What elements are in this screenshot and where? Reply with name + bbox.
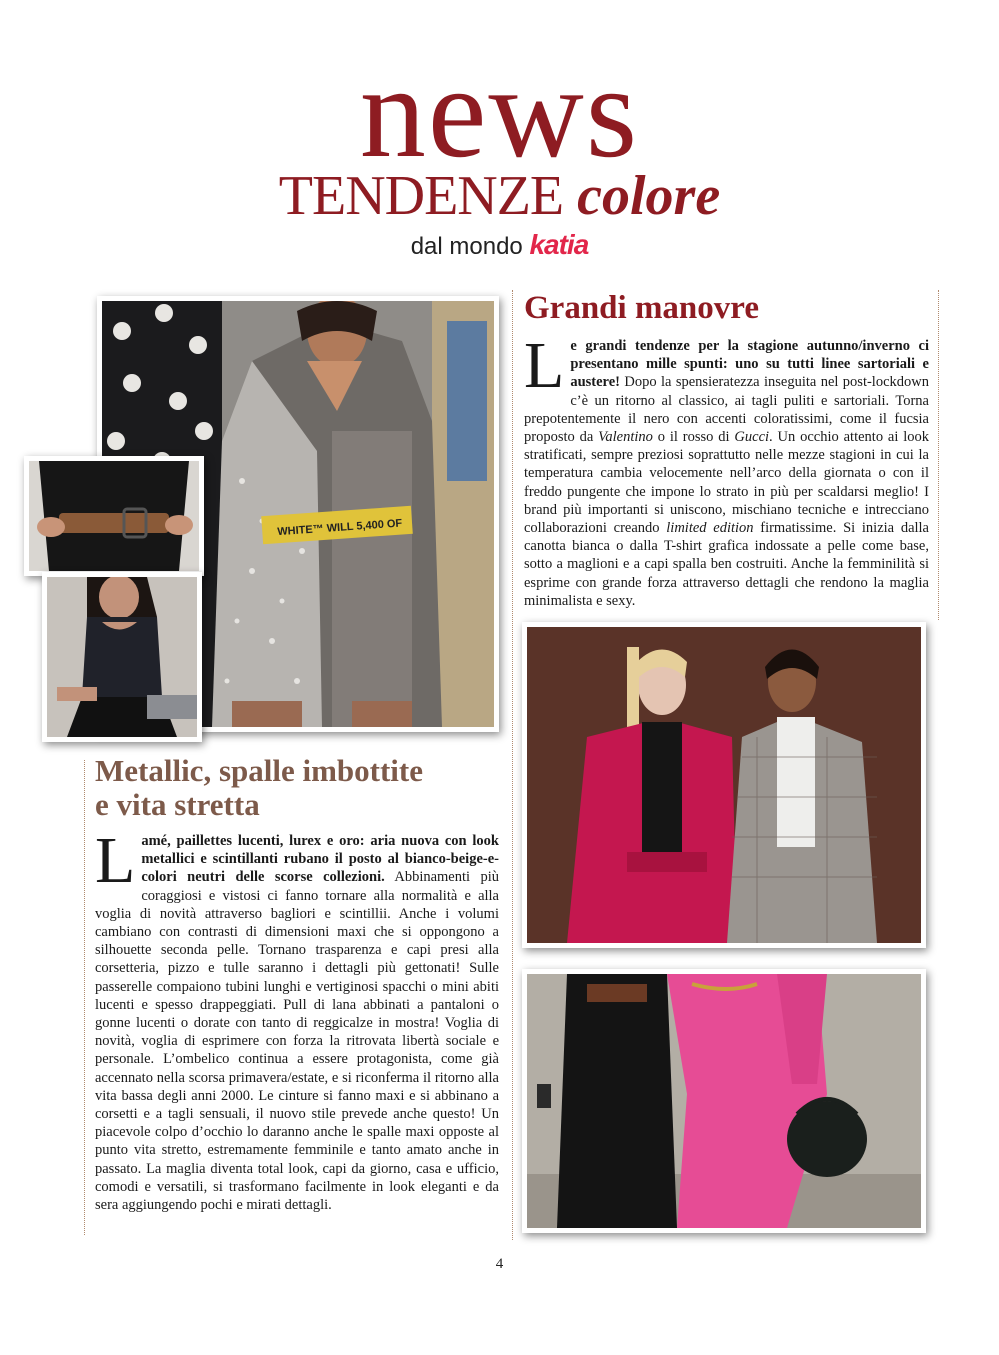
right-article-title: Grandi manovre (524, 290, 759, 326)
brand-gucci: Gucci (734, 429, 770, 446)
right-article-body (524, 329, 930, 610)
dal-mondo-text: dal mondo (410, 233, 523, 260)
masthead-news: news (359, 38, 640, 185)
left-article-text: Abbinamenti più coraggiosi e vistosi ci fanno tornare alla normalità e alla voglia di novità attraverso bagliori e scintillii. Anche i volumi cambiano con contrasti di dimensioni maxi che si oppongono a silhouette seconda pelle. Tornano trasparenza e capi presi alla corsetteria, pizzo e tulle saranno i dettagli più gettonati! Sulle passerelle compaiono tubini lunghi e vertiginosi spacchi o mini abiti lucenti e spesso drappeggiati. Pull di lana abbinati a pantaloni o gonne lucenti o dorate con tanto di reggicalze in mostra! Voglia di novità, voglia di esprimere con forza la ritrovata libertà sociale e personale. L’ombelico continua a essere protagonista, come già accennato nella scorsa primavera/estate, e si riconferma il ritorno alla vita bassa degli anni 2000. Le cinture si fanno maxi e si abbinano a corsetti e a tagli sensuali, il nuovo stile prevede anche questo! Un piacevole colpo d’occhio lo daranno anche le spalle maxi opposte al punto vita stretto, estremamente femminile e tanto amato anche in passato. La maglia diventa total look, capi da giorno, casa e ufficio, comodi e versatili, si trasformano facilmente in look eleganti e da sera aggiungendo pochi e mirati dettagli. (95, 869, 499, 1214)
left-article-title (95, 754, 515, 822)
masthead-colore: colore (577, 165, 721, 227)
photo-pink-streetstyle (522, 969, 926, 1233)
right-article-text-2: o il rosso di (652, 429, 735, 446)
left-article-title-line2: e vita stretta (95, 787, 260, 822)
page-number: 4 (495, 1256, 504, 1272)
brand-valentino: Valentino (598, 429, 653, 446)
limited-edition-text: limited edition (666, 520, 754, 537)
katia-logo: katia (529, 229, 589, 260)
photo-two-models-blazers (522, 622, 926, 948)
belt-print-text: WHITE™ WILL 5,400 OF (276, 517, 403, 539)
masthead-brand-line (0, 228, 999, 264)
masthead-subtitle (0, 166, 999, 226)
left-article-title-line1: Metallic, spalle imbottite (95, 753, 423, 788)
photo-leather-corset (42, 572, 202, 742)
photo-leather-belt (24, 456, 204, 576)
right-article-text-1: Dopo la spensieratezza inseguita nel post-lockdown c’è un ritorno al classico, ai tagli puliti e sartoriali. Torna prepotentemente il nero con accenti coloratissimi, come il fucsia proposto da (524, 374, 929, 446)
right-article-dropcap: L (524, 329, 565, 402)
right-article-text-3: . Un occhio attento ai look stratificati, sempre preziosi soprattutto nelle mezze stagioni in cui la temperatura cambia velocemente nell’arco della giornata o con il freddo pungente che impone lo strato in più per scaldarsi meglio! I brand più importanti si uniscono, mischiano tecniche e intrecciano collaborazioni creando (524, 429, 930, 537)
left-article-dropcap: L (95, 824, 136, 897)
right-column-rule (938, 290, 939, 620)
right-article-lead: e grandi tendenze per la stagione autunno/inverno ci presentano mille spunti: uno su tutti linee sartoriali e austere! (570, 338, 929, 391)
left-article-body (95, 824, 499, 1214)
right-article-text-4: firmatissime. Si inizia dalla canotta bianca o dalla T-shirt grafica indossate a pelle come base, sotto a maglioni e a capi spalla ben costruiti. Anche la femminilità si esprime con grande forza attraverso dettagli che rendono la maglia minimalista e sexy. (524, 520, 929, 609)
masthead-tendenze: TENDENZE (278, 165, 564, 227)
left-article-lead: amé, paillettes lucenti, lurex e oro: aria nuova con look metallici e scintillanti rubano il posto al bianco-beige-e-colori neutri delle scorse collezioni. (141, 833, 499, 886)
left-column-rule (84, 760, 85, 1235)
